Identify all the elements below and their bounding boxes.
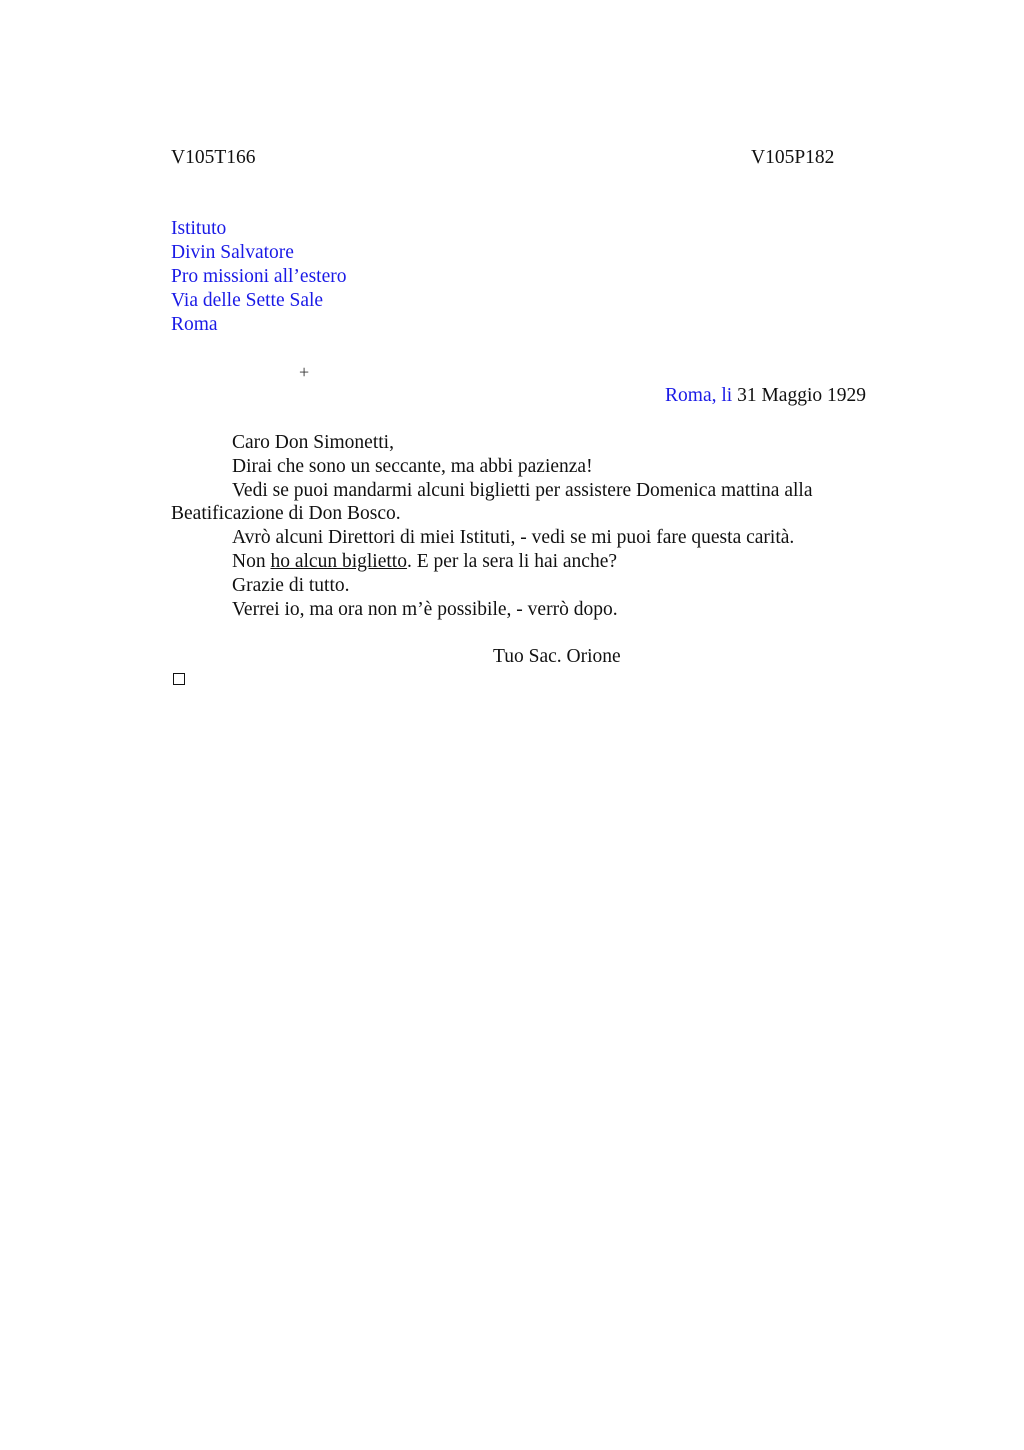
dateline: [665, 384, 866, 408]
dateline-place: Roma, li: [665, 385, 733, 406]
body-paragraph: [171, 550, 861, 574]
letterhead-line: Istituto: [171, 218, 227, 239]
letterhead: [171, 217, 346, 337]
body-paragraph: Grazie di tutto.: [232, 574, 350, 596]
dateline-date: 31 Maggio 1929: [737, 385, 866, 406]
body-paragraph: Vedi se puoi mandarmi alcuni biglietti per assistere Domenica mattina alla Beatificazione di Don Bosco.: [171, 479, 813, 525]
letter-body: [171, 431, 861, 621]
body-text-segment: . E per la sera li hai anche?: [406, 550, 618, 572]
underlined-text: ho alcun biglietto: [270, 550, 407, 572]
reference-code-left: V105T166: [171, 147, 256, 168]
letterhead-line: Divin Salvatore: [171, 242, 294, 263]
letterhead-line: Via delle Sette Sale: [171, 290, 324, 311]
reference-code-right: V105P182: [751, 147, 835, 168]
cross-symbol: +: [299, 362, 310, 382]
body-paragraph: Avrò alcuni Direttori di miei Istituti, - vedi se mi puoi fare questa carità.: [232, 527, 795, 549]
letterhead-line: Roma: [171, 314, 218, 335]
letterhead-line: Pro missioni all’estero: [171, 266, 347, 287]
body-text-segment: Non: [232, 550, 271, 572]
signature: Tuo Sac. Orione: [493, 646, 621, 667]
body-paragraph: Dirai che sono un seccante, ma abbi pazienza!: [232, 455, 593, 477]
body-paragraph: Verrei io, ma ora non m’è possibile, - verrò dopo.: [232, 598, 618, 620]
end-of-document-box-icon: [173, 673, 185, 685]
salutation: Caro Don Simonetti,: [232, 432, 394, 453]
